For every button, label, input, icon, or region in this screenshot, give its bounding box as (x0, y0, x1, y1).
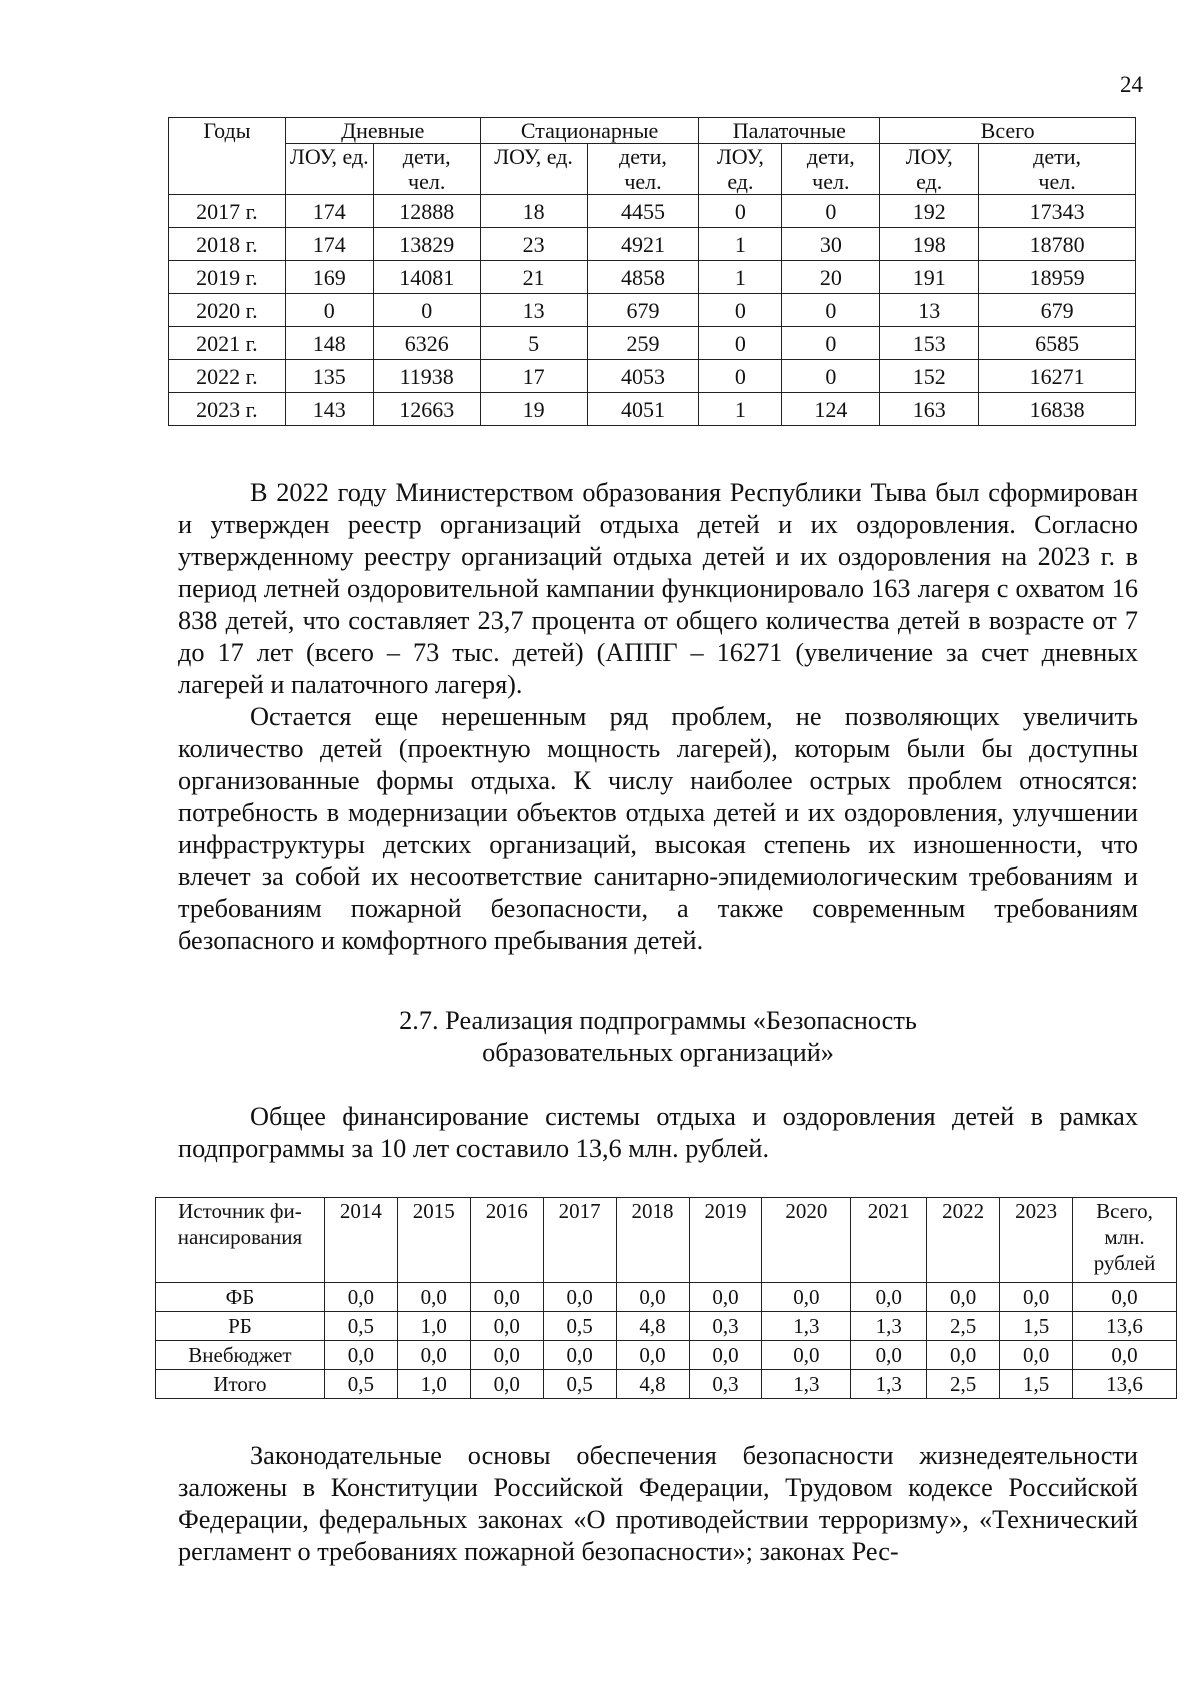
section-heading (178, 1005, 1138, 1069)
value-cell: 0,0 (397, 1283, 470, 1312)
year-cell: 2023 г. (169, 393, 286, 426)
header-source: Источник фи- нансирования (156, 1198, 325, 1283)
subheader-lou: ЛОУ, ед. (285, 144, 373, 195)
header-group-day: Дневные (285, 118, 480, 144)
value-cell: 0 (285, 294, 373, 327)
subheader-lou: ЛОУ, ед. (480, 144, 587, 195)
value-cell: 1 (699, 393, 782, 426)
header-year: 2016 (470, 1198, 543, 1283)
year-cell: 2017 г. (169, 195, 286, 228)
header-year: 2015 (397, 1198, 470, 1283)
value-cell: 679 (979, 294, 1136, 327)
subheader-children: дети, чел. (373, 144, 480, 195)
value-cell: 174 (285, 195, 373, 228)
value-cell: 16271 (979, 360, 1136, 393)
table-row (156, 1341, 1177, 1370)
value-cell: 0 (782, 327, 880, 360)
value-cell: 0,0 (1000, 1341, 1073, 1370)
value-cell: 23 (480, 228, 587, 261)
value-cell: 0,0 (470, 1341, 543, 1370)
value-cell: 0,5 (324, 1370, 397, 1399)
value-cell: 30 (782, 228, 880, 261)
header-year: 2020 (762, 1198, 851, 1283)
header-year: 2017 (543, 1198, 616, 1283)
value-cell: 0 (782, 360, 880, 393)
value-cell: 4858 (587, 261, 699, 294)
header-group-total: Всего (880, 118, 1136, 144)
value-cell: 0,0 (324, 1341, 397, 1370)
table-row (156, 1283, 1177, 1312)
subheader-children: дети, чел. (979, 144, 1136, 195)
value-cell: 1,3 (851, 1370, 927, 1399)
value-cell: 1,3 (762, 1370, 851, 1399)
table-row (169, 261, 1136, 294)
value-cell: 0,0 (927, 1341, 1000, 1370)
header-year: 2019 (689, 1198, 762, 1283)
value-cell: 17343 (979, 195, 1136, 228)
value-cell: 0,0 (616, 1341, 689, 1370)
value-cell: 0 (782, 294, 880, 327)
value-cell: 1,5 (1000, 1312, 1073, 1341)
value-cell: 163 (880, 393, 979, 426)
value-cell: 0,3 (689, 1312, 762, 1341)
value-cell: 174 (285, 228, 373, 261)
source-cell: ФБ (156, 1283, 325, 1312)
header-year: 2014 (324, 1198, 397, 1283)
subheader-lou: ЛОУ, ед. (880, 144, 979, 195)
value-cell: 153 (880, 327, 979, 360)
header-group-stationary: Стационарные (480, 118, 699, 144)
source-cell: Внебюджет (156, 1341, 325, 1370)
value-cell: 5 (480, 327, 587, 360)
value-cell: 21 (480, 261, 587, 294)
subheader-children: дети, чел. (587, 144, 699, 195)
value-cell: 4921 (587, 228, 699, 261)
header-year: 2021 (851, 1198, 927, 1283)
year-cell: 2020 г. (169, 294, 286, 327)
value-cell: 17 (480, 360, 587, 393)
value-cell: 0,0 (927, 1283, 1000, 1312)
year-cell: 2021 г. (169, 327, 286, 360)
header-years: Годы (169, 118, 286, 195)
value-cell: 18959 (979, 261, 1136, 294)
value-cell: 19 (480, 393, 587, 426)
value-cell: 124 (782, 393, 880, 426)
value-cell: 0 (699, 360, 782, 393)
value-cell: 0,0 (470, 1283, 543, 1312)
value-cell: 259 (587, 327, 699, 360)
value-cell: 4,8 (616, 1312, 689, 1341)
value-cell: 0,0 (689, 1283, 762, 1312)
header-year: 2023 (1000, 1198, 1073, 1283)
section-heading-line: 2.7. Реализация подпрограммы «Безопасность (399, 1006, 917, 1035)
value-cell: 143 (285, 393, 373, 426)
table-row (169, 360, 1136, 393)
table-row (169, 294, 1136, 327)
value-cell: 152 (880, 360, 979, 393)
subheader-children: дети, чел. (782, 144, 880, 195)
value-cell: 0,0 (1000, 1283, 1073, 1312)
value-cell: 1 (699, 228, 782, 261)
value-cell: 0 (699, 195, 782, 228)
financing-table (155, 1197, 1177, 1399)
value-cell: 1 (699, 261, 782, 294)
table-row (156, 1370, 1177, 1399)
value-cell: 679 (587, 294, 699, 327)
value-cell: 13,6 (1073, 1370, 1177, 1399)
value-cell: 16838 (979, 393, 1136, 426)
value-cell: 0 (782, 195, 880, 228)
value-cell: 0,5 (543, 1370, 616, 1399)
value-cell: 13829 (373, 228, 480, 261)
value-cell: 1,3 (851, 1312, 927, 1341)
paragraph-problems: Остается еще нерешенным ряд проблем, не позволяющих увеличить количество детей (проектную мощность лагерей), которым были бы доступны организованные формы отдыха. К числу наиболее острых проблем относятся: потребность в модернизации объектов отдыха детей и их оздоровления, улучшении инфраструктуры детских организаций, высокая степень их изношенности, что влечет за собой их несоответствие санитарно-эпидемиологическим требованиям и требованиям пожарной безопасности, а также современным требованиям безопасного и комфортного пребывания детей. (178, 702, 1138, 955)
value-cell: 0,0 (543, 1341, 616, 1370)
value-cell: 18780 (979, 228, 1136, 261)
value-cell: 0,5 (324, 1312, 397, 1341)
value-cell: 148 (285, 327, 373, 360)
value-cell: 1,0 (397, 1312, 470, 1341)
value-cell: 0,5 (543, 1312, 616, 1341)
value-cell: 0,3 (689, 1370, 762, 1399)
value-cell: 13 (880, 294, 979, 327)
value-cell: 12663 (373, 393, 480, 426)
value-cell: 13,6 (1073, 1312, 1177, 1341)
table-row (169, 228, 1136, 261)
value-cell: 198 (880, 228, 979, 261)
value-cell: 0,0 (397, 1341, 470, 1370)
value-cell: 0,0 (470, 1370, 543, 1399)
value-cell: 0,0 (470, 1312, 543, 1341)
header-group-tent: Палаточные (699, 118, 880, 144)
value-cell: 1,3 (762, 1312, 851, 1341)
value-cell: 135 (285, 360, 373, 393)
source-cell: Итого (156, 1370, 325, 1399)
value-cell: 1,5 (1000, 1370, 1073, 1399)
year-cell: 2019 г. (169, 261, 286, 294)
value-cell: 2,5 (927, 1312, 1000, 1341)
value-cell: 0,0 (689, 1341, 762, 1370)
value-cell: 0 (699, 294, 782, 327)
value-cell: 0 (699, 327, 782, 360)
value-cell: 0,0 (324, 1283, 397, 1312)
header-total: Всего, млн. рублей (1073, 1198, 1177, 1283)
value-cell: 12888 (373, 195, 480, 228)
value-cell: 2,5 (927, 1370, 1000, 1399)
header-year: 2022 (927, 1198, 1000, 1283)
value-cell: 20 (782, 261, 880, 294)
value-cell: 4053 (587, 360, 699, 393)
value-cell: 192 (880, 195, 979, 228)
value-cell: 11938 (373, 360, 480, 393)
table-row (169, 327, 1136, 360)
value-cell: 4051 (587, 393, 699, 426)
value-cell: 4455 (587, 195, 699, 228)
value-cell: 18 (480, 195, 587, 228)
value-cell: 191 (880, 261, 979, 294)
value-cell: 0,0 (851, 1283, 927, 1312)
value-cell: 0 (373, 294, 480, 327)
value-cell: 6326 (373, 327, 480, 360)
value-cell: 4,8 (616, 1370, 689, 1399)
table-row (156, 1312, 1177, 1341)
value-cell: 0,0 (543, 1283, 616, 1312)
table-row (169, 393, 1136, 426)
value-cell: 0,0 (616, 1283, 689, 1312)
value-cell: 14081 (373, 261, 480, 294)
value-cell: 0,0 (1073, 1341, 1177, 1370)
paragraph-registry: В 2022 году Министерством образования Республики Тыва был сформирован и утвержден реестр организаций отдыха детей и их оздоровления. Согласно утвержденному реестру организаций отдыха детей и их оздоровления на 2023 г. в период летней оздоровительной кампании функционировало 163 лагеря с охватом 16 838 детей, что составляет 23,7 процента от общего количества детей в возрасте от 7 до 17 лет (всего – 73 тыс. детей) (АППГ – 16271 (увеличение за счет дневных лагерей и палаточного лагеря). (178, 478, 1138, 699)
value-cell: 0,0 (851, 1341, 927, 1370)
section-heading-line: образовательных организаций» (482, 1038, 834, 1067)
paragraph-financing: Общее финансирование системы отдыха и оздоровления детей в рамках подпрограммы за 10 лет составило 13,6 млн. рублей. (178, 1102, 1138, 1163)
table-row (169, 195, 1136, 228)
value-cell: 6585 (979, 327, 1136, 360)
value-cell: 1,0 (397, 1370, 470, 1399)
value-cell: 169 (285, 261, 373, 294)
year-cell: 2018 г. (169, 228, 286, 261)
source-cell: РБ (156, 1312, 325, 1341)
paragraph-legislation: Законодательные основы обеспечения безопасности жизнедеятельности заложены в Конституции Российской Федерации, Трудовом кодексе Российской Федерации, федеральных законах «О противодействии терроризму», «Технический регламент о требованиях пожарной безопасности»; законах Рес- (178, 1441, 1138, 1566)
year-cell: 2022 г. (169, 360, 286, 393)
header-year: 2018 (616, 1198, 689, 1283)
value-cell: 0,0 (762, 1341, 851, 1370)
camps-table (168, 117, 1136, 426)
value-cell: 0,0 (762, 1283, 851, 1312)
value-cell: 0,0 (1073, 1283, 1177, 1312)
value-cell: 13 (480, 294, 587, 327)
page-number: 24 (1120, 72, 1143, 97)
subheader-lou: ЛОУ, ед. (699, 144, 782, 195)
